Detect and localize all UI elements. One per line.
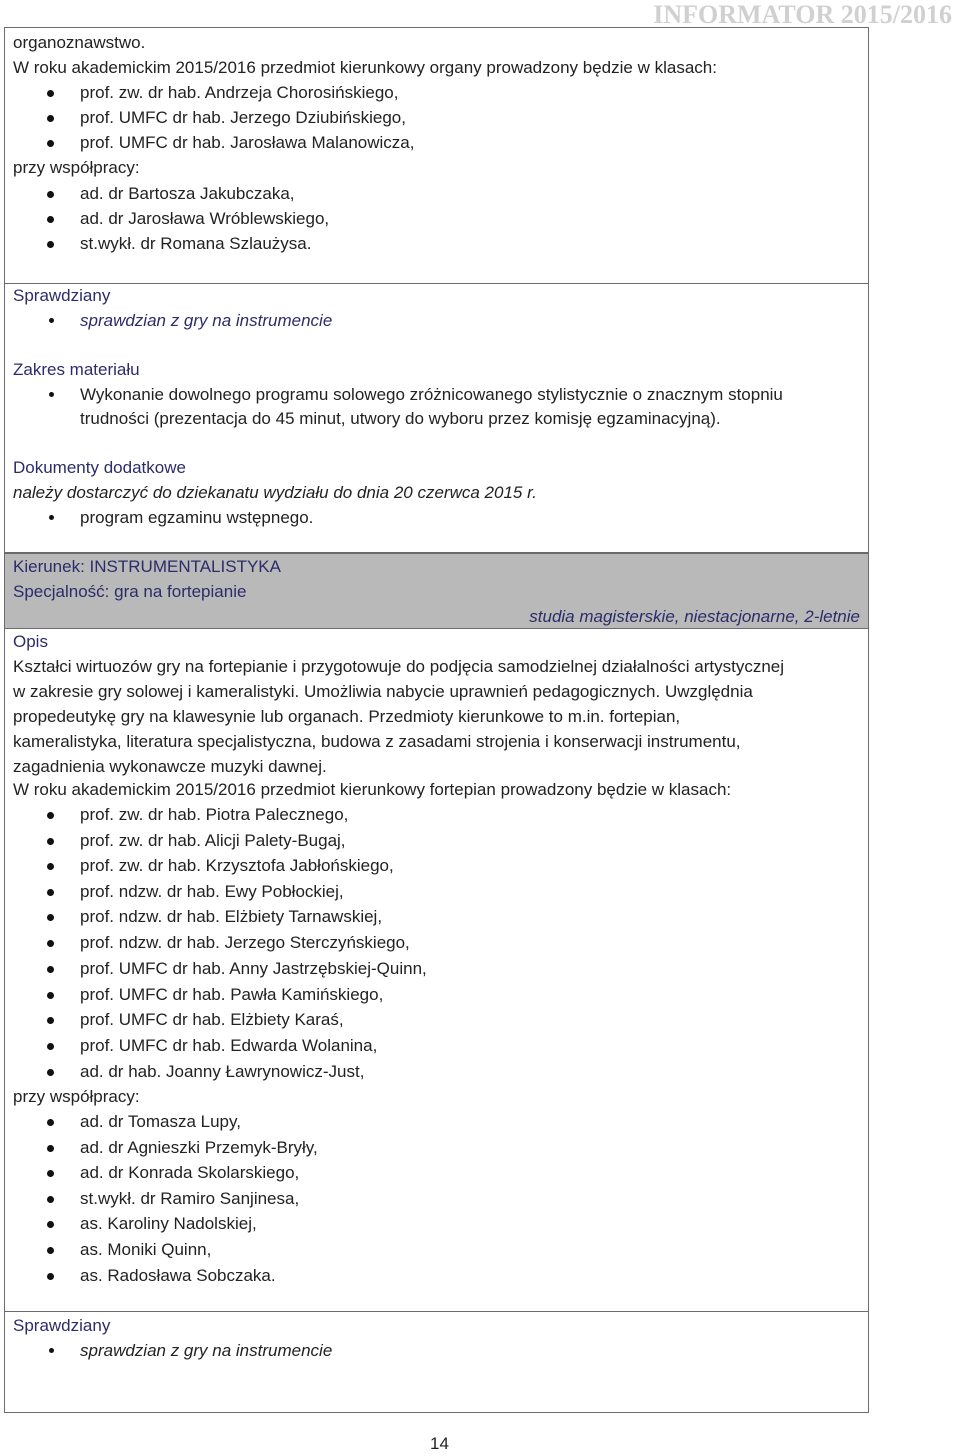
description-text: propedeutykę gry na klawesynie lub organach. Przedmioty kierunkowe to m.in. fortepian, bbox=[13, 707, 681, 726]
bullet-icon bbox=[47, 90, 54, 97]
description-text: w zakresie gry solowej i kameralistyki. Umożliwia nabycie uprawnień pedagogicznych. Uwzględnia bbox=[13, 682, 753, 701]
scope-text: Wykonanie dowolnego programu solowego zróżnicowanego stylistycznie o znacznym stopniu bbox=[80, 385, 783, 404]
teacher-item: prof. UMFC dr hab. Edwarda Wolanina, bbox=[80, 1036, 378, 1055]
cooperator-item: ad. dr Tomasza Lupy, bbox=[80, 1112, 241, 1131]
bullet-icon bbox=[47, 889, 54, 896]
bullet-icon bbox=[49, 515, 54, 520]
teacher-item: prof. UMFC dr hab. Jerzego Dziubińskiego, bbox=[80, 108, 406, 127]
cooperator-item: ad. dr Jarosława Wróblewskiego, bbox=[80, 209, 330, 228]
bullet-icon bbox=[47, 1273, 54, 1280]
bullet-icon bbox=[49, 318, 54, 323]
specialty-title: Specjalność: gra na fortepianie bbox=[13, 582, 247, 601]
scope-text: trudności (prezentacja do 45 minut, utwory do wyboru przez komisję egzaminacyjną). bbox=[80, 409, 721, 428]
docs-item: program egzaminu wstępnego. bbox=[80, 508, 314, 527]
cooperator-item: st.wykł. dr Ramiro Sanjinesa, bbox=[80, 1189, 300, 1208]
bullet-icon bbox=[47, 1043, 54, 1050]
bullet-icon bbox=[47, 115, 54, 122]
bullet-icon bbox=[47, 1145, 54, 1152]
bullet-icon bbox=[47, 1119, 54, 1126]
teacher-item: prof. ndzw. dr hab. Jerzego Sterczyńskiego, bbox=[80, 933, 410, 952]
teacher-item: prof. zw. dr hab. Andrzeja Chorosińskiego, bbox=[80, 83, 399, 102]
exam-item: sprawdzian z gry na instrumencie bbox=[80, 1341, 333, 1360]
teacher-item: prof. zw. dr hab. Alicji Palety-Bugaj, bbox=[80, 831, 346, 850]
exam-item: sprawdzian z gry na instrumencie bbox=[80, 311, 333, 330]
teacher-item: prof. UMFC dr hab. Anny Jastrzębskiej-Quinn, bbox=[80, 959, 427, 978]
text-line: organoznawstwo. bbox=[13, 33, 146, 52]
study-mode: studia magisterskie, niestacjonarne, 2-letnie bbox=[529, 607, 860, 626]
cooperator-item: ad. dr Bartosza Jakubczaka, bbox=[80, 184, 295, 203]
bullet-icon bbox=[47, 914, 54, 921]
cooperator-item: as. Karoliny Nadolskiej, bbox=[80, 1214, 257, 1233]
bullet-icon bbox=[49, 392, 54, 397]
cooperator-item: st.wykł. dr Romana Szlaużysa. bbox=[80, 234, 312, 253]
bullet-icon bbox=[47, 1170, 54, 1177]
document-header: INFORMATOR 2015/2016 bbox=[653, 0, 952, 29]
bullet-icon bbox=[47, 191, 54, 198]
bullet-icon bbox=[47, 1017, 54, 1024]
bullet-icon bbox=[47, 1069, 54, 1076]
direction-title: Kierunek: INSTRUMENTALISTYKA bbox=[13, 557, 281, 576]
description-heading: Opis bbox=[13, 632, 48, 651]
page-number: 14 bbox=[430, 1434, 449, 1453]
teacher-item: prof. zw. dr hab. Piotra Palecznego, bbox=[80, 805, 349, 824]
bullet-icon bbox=[47, 812, 54, 819]
bullet-icon bbox=[47, 1221, 54, 1228]
docs-heading: Dokumenty dodatkowe bbox=[13, 458, 186, 477]
bullet-icon bbox=[47, 838, 54, 845]
cooperation-label: przy współpracy: bbox=[13, 1087, 140, 1106]
teacher-item: prof. UMFC dr hab. Jarosława Malanowicza, bbox=[80, 133, 415, 152]
cooperator-item: as. Moniki Quinn, bbox=[80, 1240, 212, 1259]
bullet-icon bbox=[47, 216, 54, 223]
bullet-icon bbox=[47, 140, 54, 147]
cooperation-label: przy współpracy: bbox=[13, 158, 140, 177]
teacher-item: prof. UMFC dr hab. Pawła Kamińskiego, bbox=[80, 985, 384, 1004]
text-line: W roku akademickim 2015/2016 przedmiot kierunkowy organy prowadzony będzie w klasach: bbox=[13, 58, 717, 77]
exams-heading: Sprawdziany bbox=[13, 1316, 111, 1335]
bullet-icon bbox=[47, 241, 54, 248]
exams-heading: Sprawdziany bbox=[13, 286, 111, 305]
exam-section-piano bbox=[4, 1311, 869, 1413]
teacher-item: prof. zw. dr hab. Krzysztofa Jabłońskiego, bbox=[80, 856, 394, 875]
bullet-icon bbox=[47, 992, 54, 999]
cooperator-item: ad. dr Konrada Skolarskiego, bbox=[80, 1163, 300, 1182]
description-text: W roku akademickim 2015/2016 przedmiot kierunkowy fortepian prowadzony będzie w klasach: bbox=[13, 780, 732, 799]
cooperator-item: ad. dr Agnieszki Przemyk-Bryły, bbox=[80, 1138, 318, 1157]
cooperator-item: as. Radosława Sobczaka. bbox=[80, 1266, 276, 1285]
description-text: Kształci wirtuozów gry na fortepianie i przygotowuje do podjęcia samodzielnej działalności artystycznej bbox=[13, 657, 785, 676]
teacher-item: prof. ndzw. dr hab. Elżbiety Tarnawskiej, bbox=[80, 907, 383, 926]
teacher-item: ad. dr hab. Joanny Ławrynowicz-Just, bbox=[80, 1062, 365, 1081]
teacher-item: prof. UMFC dr hab. Elżbiety Karaś, bbox=[80, 1010, 344, 1029]
bullet-icon bbox=[49, 1348, 54, 1353]
bullet-icon bbox=[47, 863, 54, 870]
bullet-icon bbox=[47, 1196, 54, 1203]
description-text: zagadnienia wykonawcze muzyki dawnej. bbox=[13, 757, 327, 776]
bullet-icon bbox=[47, 1247, 54, 1254]
description-text: kameralistyka, literatura specjalistyczna, budowa z zasadami strojenia i konserwacji instrumentu, bbox=[13, 732, 741, 751]
bullet-icon bbox=[47, 966, 54, 973]
scope-heading: Zakres materiału bbox=[13, 360, 140, 379]
docs-note: należy dostarczyć do dziekanatu wydziału do dnia 20 czerwca 2015 r. bbox=[13, 483, 537, 502]
bullet-icon bbox=[47, 940, 54, 947]
teacher-item: prof. ndzw. dr hab. Ewy Pobłockiej, bbox=[80, 882, 344, 901]
